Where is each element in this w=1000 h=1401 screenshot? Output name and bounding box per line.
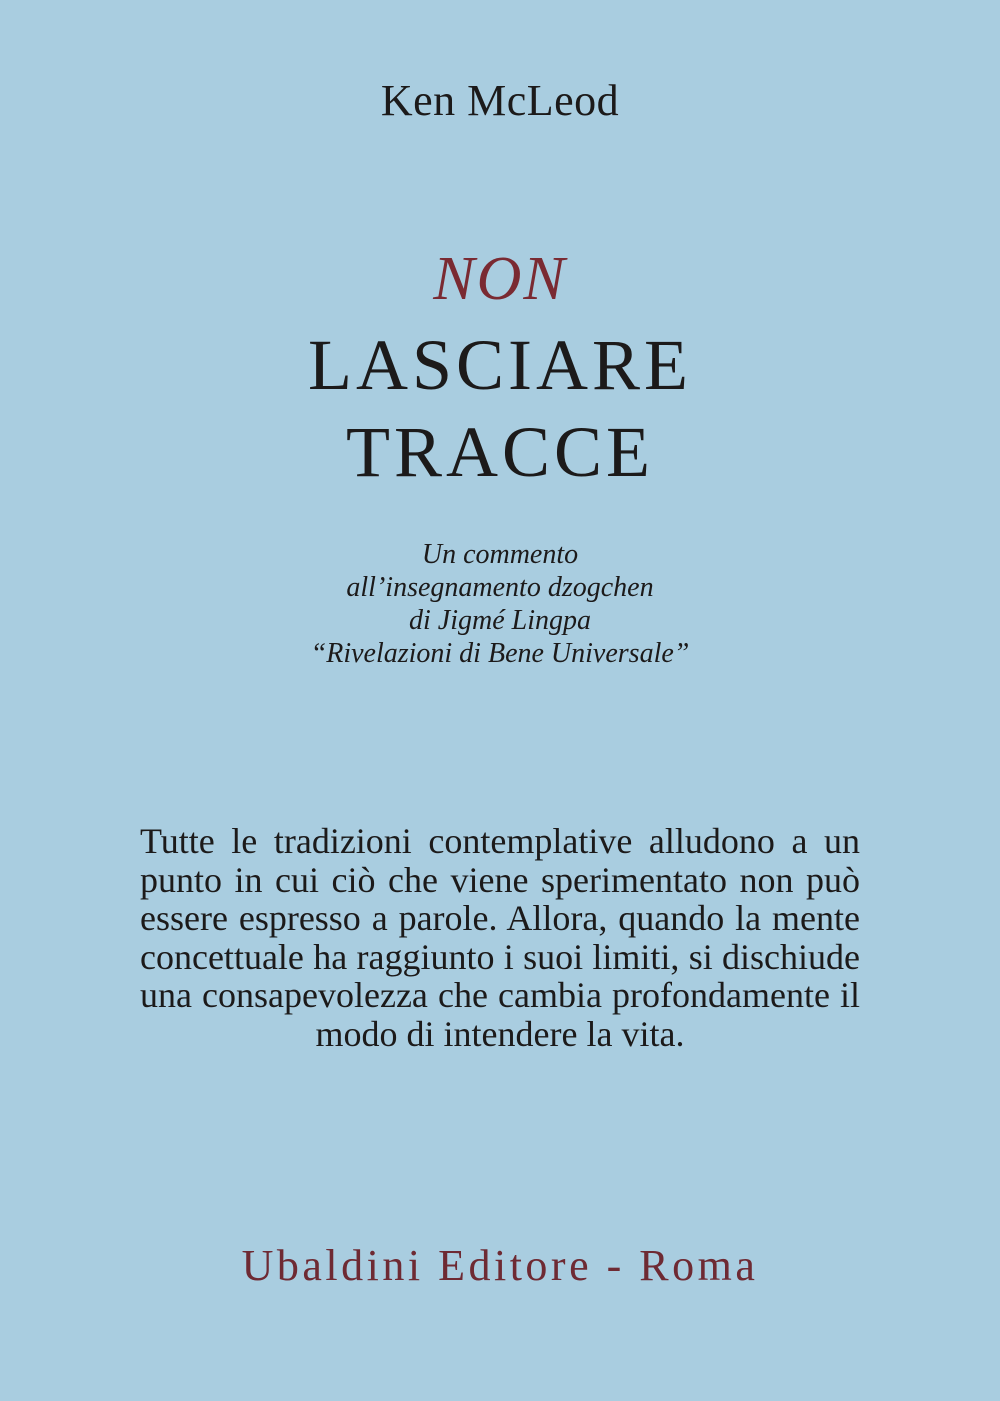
subtitle-line-1: Un commento [421,539,579,570]
title-line-3: TRACCE [345,412,655,492]
subtitle [0,538,1000,670]
blurb-text: Tutte le tradizioni contemplative alludono a un punto in cui ciò che viene sperimentato non può essere espresso a parole. Allora, quando la mente concettuale ha raggiunto i suoi limiti, si dischiude una consapevolezza che cambia profondamente il modo di intendere la vita. [140,821,860,1054]
author-name: Ken McLeod [380,76,620,125]
title-line-1: NON [433,245,567,313]
subtitle-line-3: di Jigmé Lingpa [409,605,591,636]
title-line-2: LASCIARE [307,325,693,405]
subtitle-line-2: all’insegnamento dzogchen [346,572,654,603]
subtitle-line-4: “Rivelazioni di Bene Universale” [310,638,690,669]
publisher-imprint: Ubaldini Editore - Roma [241,1241,759,1290]
